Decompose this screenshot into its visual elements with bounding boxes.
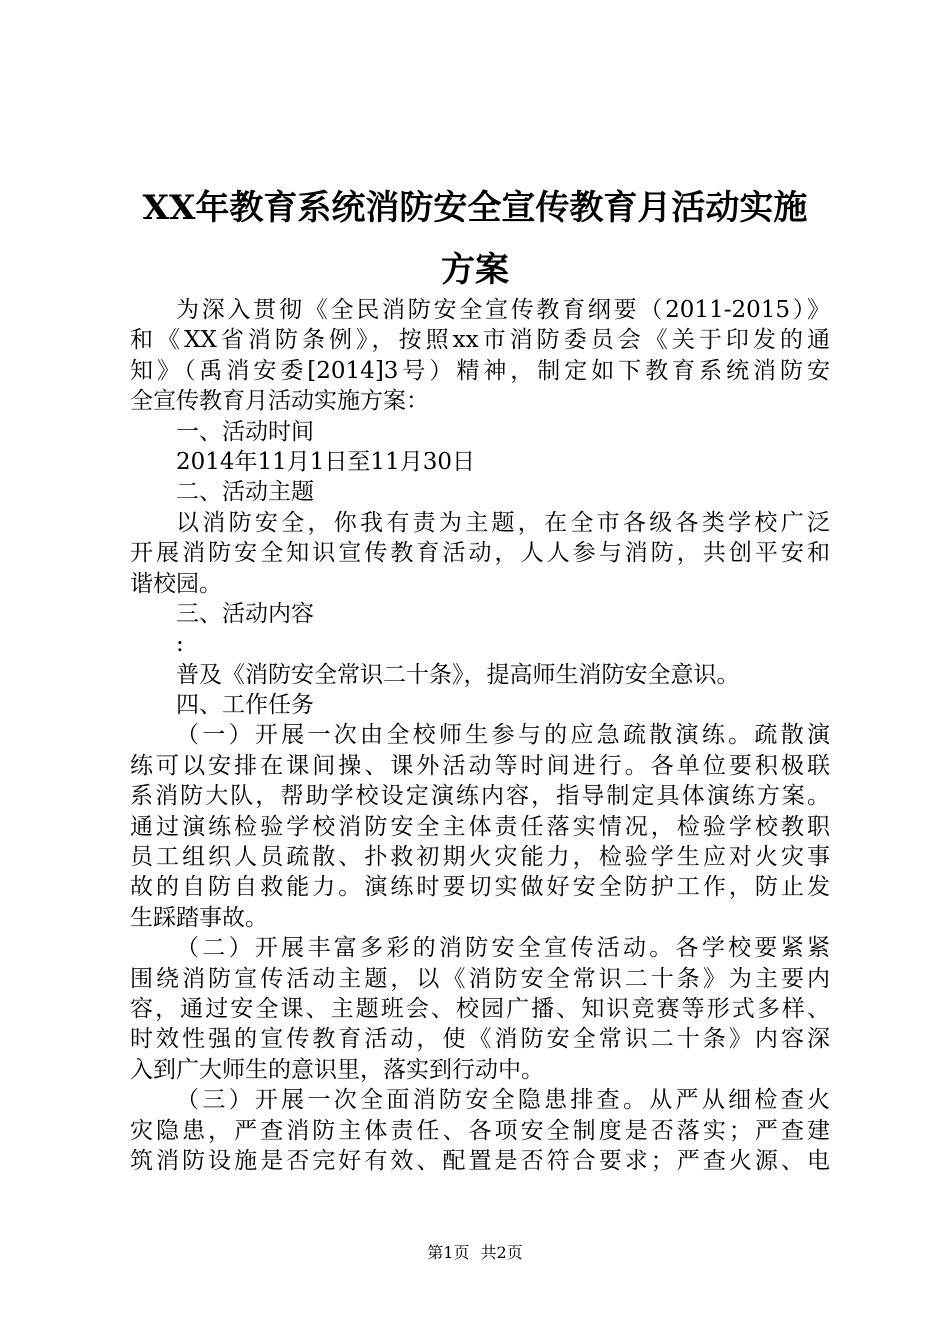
- body-line: 员工组织人员疏散、扑救初期火灾能力，检验学生应对火灾事: [130, 844, 830, 871]
- body-line: 三、活动内容: [176, 600, 314, 627]
- body-line: 一、活动时间: [176, 418, 314, 445]
- page-number: 第1页: [427, 1243, 470, 1262]
- document-title-line-1: XX年教育系统消防安全宣传教育月活动实施: [142, 188, 808, 228]
- body-line: 全宣传教育月活动实施方案：: [130, 388, 429, 415]
- body-line: 练可以安排在课间操、课外活动等时间进行。各单位要积极联: [130, 752, 830, 779]
- body-line: （一）开展一次由全校师生参与的应急疏散演练。疏散演: [176, 722, 830, 749]
- document-title-line-2: 方案: [441, 250, 509, 290]
- body-line: 通过演练检验学校消防安全主体责任落实情况，检验学校教职: [130, 813, 830, 840]
- body-line: 普及《消防安全常识二十条》，提高师生消防安全意识。: [176, 661, 740, 688]
- body-line: 系消防大队，帮助学校设定演练内容，指导制定具体演练方案。: [130, 783, 830, 810]
- page-footer: [0, 1243, 950, 1263]
- body-line: 灾隐患，严查消防主体责任、各项安全制度是否落实；严查建: [130, 1117, 830, 1144]
- body-line: 以消防安全，你我有责为主题，在全市各级各类学校广泛: [176, 509, 830, 536]
- body-line: 入到广大师生的意识里，落实到行动中。: [130, 1056, 544, 1083]
- page-total: 共2页: [480, 1243, 523, 1262]
- body-line: （三）开展一次全面消防安全隐患排查。从严从细检查火: [176, 1087, 830, 1114]
- body-line: 筑消防设施是否完好有效、配置是否符合要求；严查火源、电: [130, 1147, 830, 1174]
- body-line: 四、工作任务: [176, 692, 314, 719]
- body-line: :: [176, 631, 184, 658]
- body-line: 知》（禹消安委[2014]3号）精神，制定如下教育系统消防安: [130, 357, 830, 384]
- body-line: 开展消防安全知识宣传教育活动，人人参与消防，共创平安和: [130, 540, 830, 567]
- body-line: 为深入贯彻《全民消防安全宣传教育纲要（2011-2015）》: [176, 297, 830, 323]
- body-line: 二、活动主题: [176, 479, 314, 506]
- body-line: 时效性强的宣传教育活动，使《消防安全常识二十条》内容深: [130, 1026, 830, 1053]
- body-line: 容，通过安全课、主题班会、校园广播、知识竞赛等形式多样、: [130, 995, 830, 1022]
- body-line: 故的自防自救能力。演练时要切实做好安全防护工作，防止发: [130, 874, 830, 901]
- body-line: 围绕消防宣传活动主题，以《消防安全常识二十条》为主要内: [130, 965, 830, 992]
- body-line: 2014年11月1日至11月30日: [176, 448, 475, 475]
- body-line: 谐校园。: [130, 570, 222, 597]
- document-body: [130, 295, 830, 1176]
- body-line: 和《XX省消防条例》，按照xx市消防委员会《关于印发的通: [130, 327, 830, 354]
- body-line: 生踩踏事故。: [130, 904, 268, 931]
- body-line: （二）开展丰富多彩的消防安全宣传活动。各学校要紧紧: [176, 935, 830, 962]
